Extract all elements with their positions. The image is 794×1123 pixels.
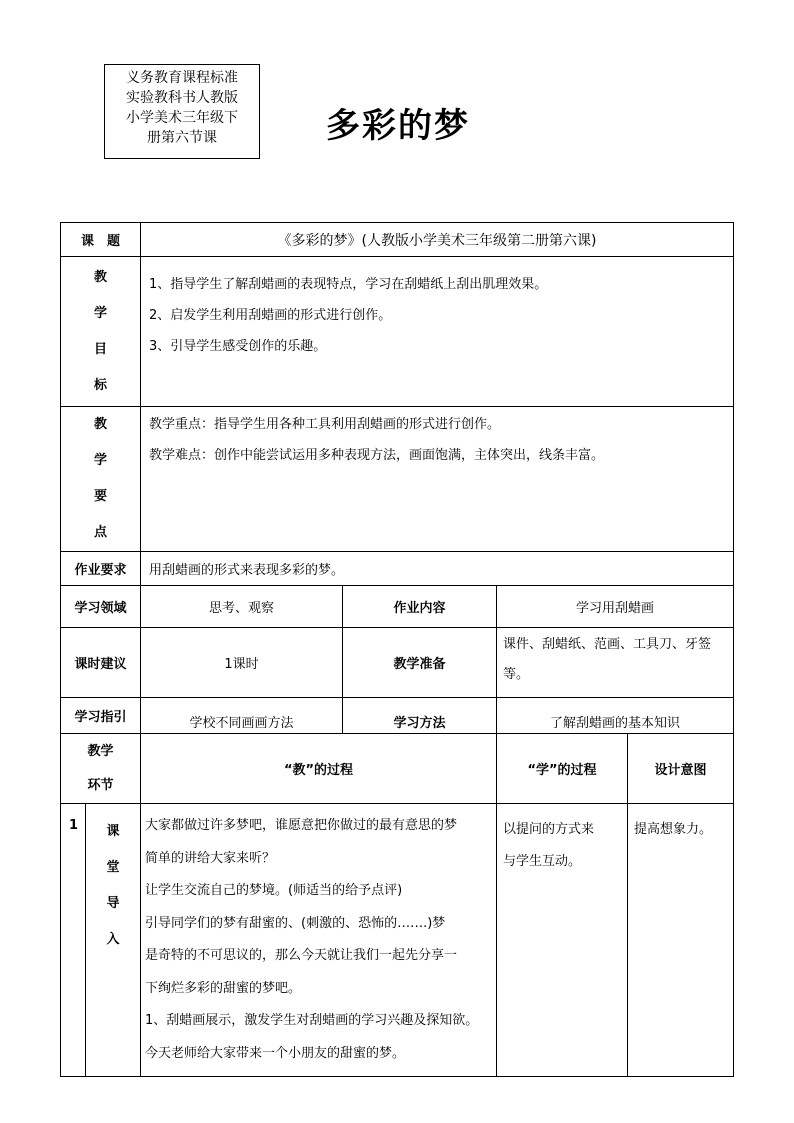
badge-line: 册第六节课 (147, 130, 217, 146)
guide-label: 学习指引 (61, 698, 141, 734)
step-design: 提高想象力。 (628, 804, 734, 1077)
label-char: 目 (94, 341, 108, 357)
learn-line: 与学生互动。 (503, 854, 582, 869)
key-points-row (61, 407, 734, 552)
stage-header-line: 环节 (87, 777, 114, 793)
preparation-line: 等。 (503, 667, 530, 682)
stage-char: 课 (106, 824, 120, 839)
preparation-value (497, 628, 734, 698)
goal-item: 2、启发学生利用刮蜡画的形式进行创作。 (149, 308, 392, 323)
field-label: 学习领域 (61, 586, 141, 628)
key-points-content (141, 407, 734, 552)
step-learn (497, 804, 628, 1077)
time-label: 课时建议 (61, 628, 141, 698)
key-points-label (61, 407, 141, 552)
design-header: 设计意图 (628, 734, 734, 804)
learn-header: “学”的过程 (497, 734, 628, 804)
label-char: 点 (94, 525, 108, 540)
step-teach (141, 804, 497, 1077)
curriculum-badge (104, 64, 260, 159)
stage-header-line: 教学 (87, 743, 114, 759)
teach-line: 简单的讲给大家来听？ (145, 850, 276, 866)
topic-value: 《多彩的梦》(人教版小学美术三年级第二册第六课) (141, 223, 734, 257)
method-value: 了解刮蜡画的基本知识 (497, 698, 734, 734)
label-char: 学 (94, 305, 108, 321)
homework-label: 作业要求 (61, 552, 141, 586)
field-value: 思考、观察 (141, 586, 343, 628)
step-row (61, 804, 734, 1077)
homework-content-value: 学习用刮蜡画 (497, 586, 734, 628)
guide-value: 学校不同画画方法 (141, 698, 343, 734)
label-char: 要 (94, 489, 108, 504)
homework-content-label: 作业内容 (343, 586, 497, 628)
lesson-plan-table (60, 222, 734, 1077)
teach-line: 是奇特的不可思议的，那么今天就让我们一起先分享一 (145, 948, 458, 963)
label-char: 教 (94, 417, 108, 432)
badge-line: 义务教育课程标准 (126, 70, 238, 86)
goal-item: 1、指导学生了解刮蜡画的表现特点，学习在刮蜡纸上刮出肌理效果。 (149, 277, 548, 292)
label-char: 学 (94, 453, 108, 468)
topic-label: 课 题 (61, 223, 141, 257)
process-header-row (61, 734, 734, 804)
teach-line: 引导同学们的梦有甜蜜的、(刺激的、恐怖的…….)梦 (145, 915, 446, 931)
homework-value: 用刮蜡画的形式来表现多彩的梦。 (141, 552, 734, 586)
goals-row (61, 257, 734, 407)
guide-row (61, 698, 734, 734)
field-row (61, 586, 734, 628)
teach-header: “教”的过程 (141, 734, 497, 804)
step-stage (86, 804, 141, 1077)
teach-line: 下绚烂多彩的甜蜜的梦吧。 (145, 980, 302, 996)
key-point-item: 教学难点：创作中能尝试运用多种表现方法，画面饱满，主体突出，线条丰富。 (149, 448, 605, 463)
goals-label (61, 257, 141, 407)
key-point-item: 教学重点：指导学生用各种工具利用刮蜡画的形式进行创作。 (149, 417, 501, 432)
goal-item: 3、引导学生感受创作的乐趣。 (149, 339, 327, 354)
time-row (61, 628, 734, 698)
page-title: 多彩的梦 (326, 106, 470, 146)
teach-line: 1、刮蜡画展示，激发学生对刮蜡画的学习兴趣及探知欲。 (145, 1013, 479, 1028)
preparation-line: 课件、刮蜡纸、范画、工具刀、牙签 (503, 637, 712, 652)
teach-line: 让学生交流自己的梦境。(师适当的给予点评) (145, 883, 403, 898)
goals-content (141, 257, 734, 407)
stage-char: 堂 (106, 860, 120, 875)
time-value: 1课时 (141, 628, 343, 698)
badge-line: 小学美术三年级下 (126, 110, 238, 126)
learn-line: 以提问的方式来 (503, 822, 595, 837)
step-index: 1 (61, 804, 86, 1077)
stage-char: 导 (106, 896, 120, 911)
stage-char: 入 (106, 932, 120, 947)
label-char: 标 (94, 377, 108, 393)
teach-line: 今天老师给大家带来一个小朋友的甜蜜的梦。 (145, 1045, 406, 1061)
label-char: 教 (94, 269, 108, 285)
teach-line: 大家都做过许多梦吧，谁愿意把你做过的最有意思的梦 (145, 818, 458, 833)
homework-row (61, 552, 734, 586)
topic-row (61, 223, 734, 257)
preparation-label: 教学准备 (343, 628, 497, 698)
stage-header (61, 734, 141, 804)
badge-line: 实验教科书人教版 (126, 90, 238, 106)
method-label: 学习方法 (343, 698, 497, 734)
